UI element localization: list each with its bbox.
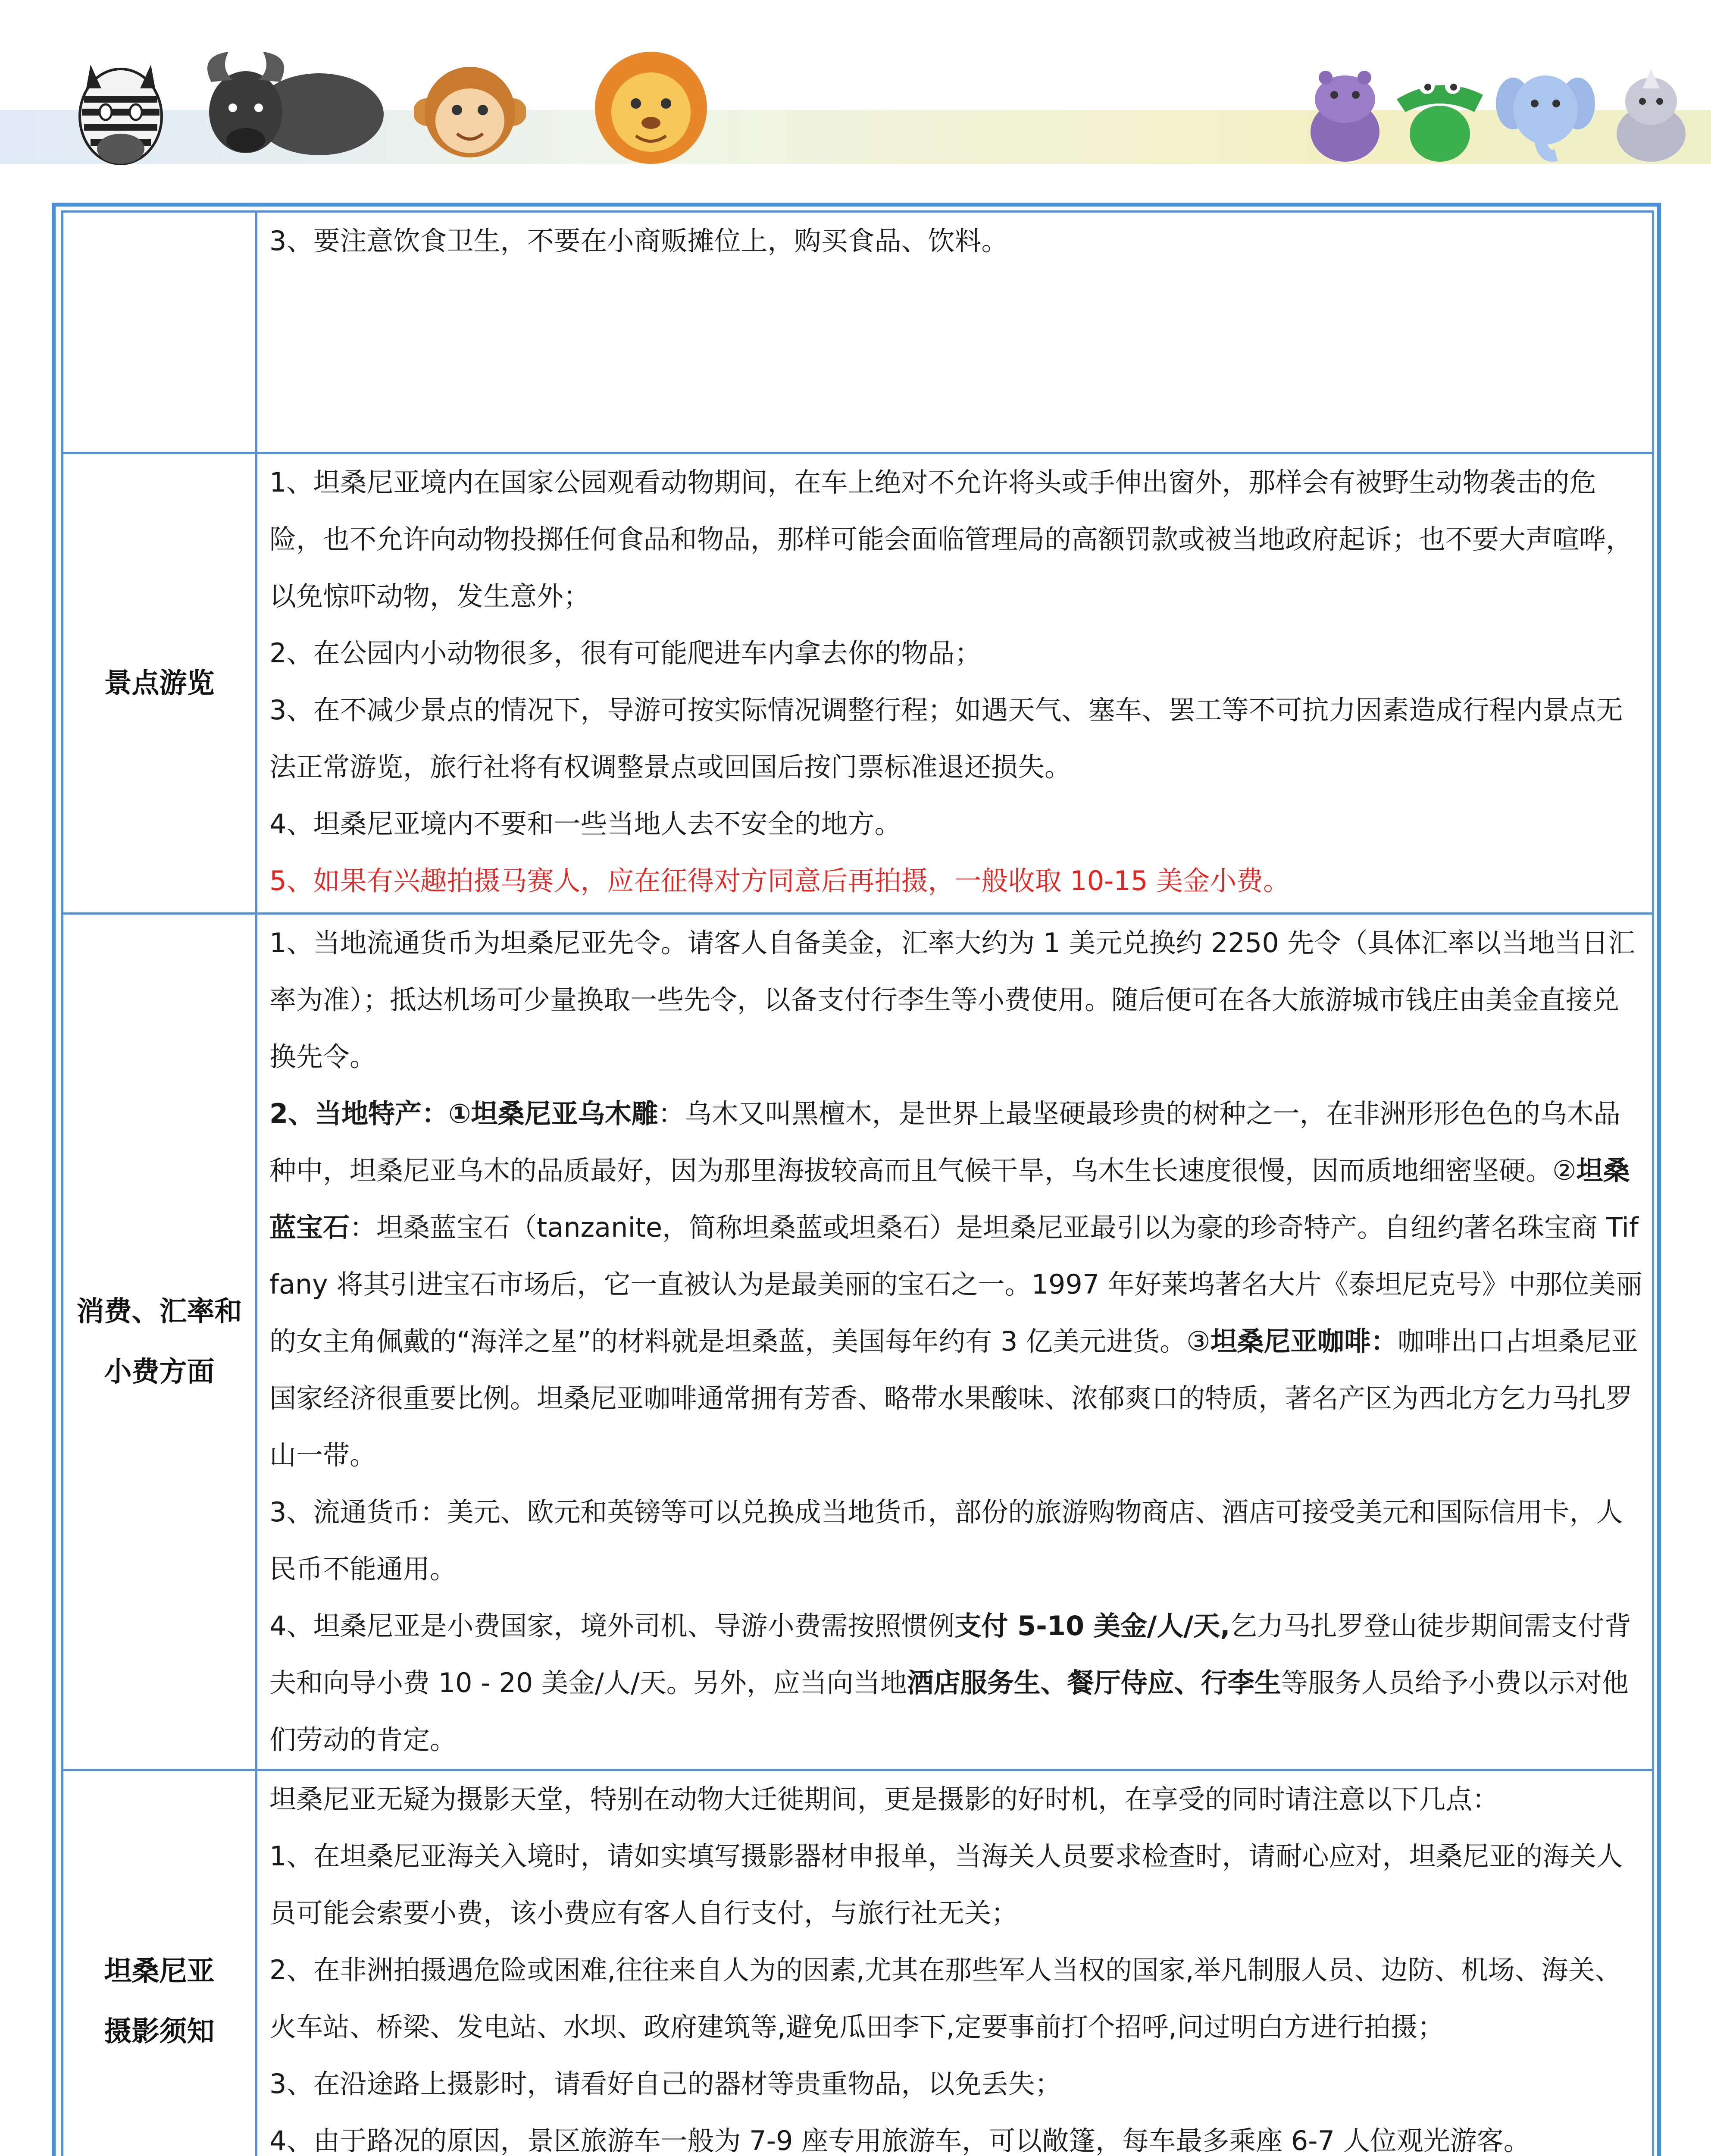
list-item xyxy=(269,852,1642,909)
rhino-icon xyxy=(1608,65,1694,164)
buffalo-icon xyxy=(190,39,388,168)
table-row xyxy=(63,212,1653,453)
list-item xyxy=(269,682,1642,796)
list-item xyxy=(269,1085,1642,1484)
list-item xyxy=(269,1484,1642,1598)
text-run: 2、在非洲拍摄遇危险或困难,往往来自人为的因素,尤其在那些军人当权的国家,举凡制服人员、边防、机场、海关、火车站、桥梁、发电站、水坝、政府建筑等,避免瓜田李下,定要事前打个招呼,问过明白方进行拍摄； xyxy=(269,1954,1622,2043)
monkey-icon xyxy=(414,60,526,164)
hippo-icon xyxy=(1302,60,1388,164)
row-label: 景点游览 xyxy=(63,453,256,914)
table-row xyxy=(63,914,1653,1770)
text-run: 2、在公园内小动物很多，很有可能爬进车内拿去你的物品； xyxy=(269,637,982,669)
list-item xyxy=(269,1771,1642,1828)
text-run: 3、在不减少景点的情况下，导游可按实际情况调整行程；如遇天气、塞车、罢工等不可抗力因素造成行程内景点无法正常游览，旅行社将有权调整景点或回国后按门票标准退还损失。 xyxy=(269,694,1623,783)
zebra-icon xyxy=(65,47,177,168)
list-item xyxy=(269,213,1642,270)
text-run: 4、坦桑尼亚境内不要和一些当地人去不安全的地方。 xyxy=(269,808,901,840)
text-run: 3、在沿途路上摄影时，请看好自己的器材等贵重物品，以免丢失； xyxy=(269,2068,1062,2100)
text-run: ：乌木又叫黑檀木，是世界上最坚硬最珍贵的树种之一，在非洲形形色色的乌木品种中，坦桑尼亚乌木的品质最好，因为那里海拔较高而且气候干旱，乌木生长速度很慢，因而质地细密坚硬。② xyxy=(269,1098,1620,1186)
text-run: 坦桑尼亚无疑为摄影天堂，特别在动物大迁徙期间，更是摄影的好时机，在享受的同时请注意以下几点： xyxy=(269,1783,1499,1815)
list-item xyxy=(269,2112,1642,2156)
page-header xyxy=(0,0,1711,172)
row-label: 坦桑尼亚摄影须知 xyxy=(63,1770,256,2156)
text-run: 5、如果有兴趣拍摄马赛人，应在征得对方同意后再拍摄，一般收取 10-15 美金小费。 xyxy=(269,865,1290,896)
crocodile-icon xyxy=(1388,65,1492,164)
table-row xyxy=(63,1770,1653,2156)
text-run: 3、流通货币：美元、欧元和英镑等可以兑换成当地货币，部份的旅游购物商店、酒店可接受美元和国际信用卡，人民币不能通用。 xyxy=(269,1496,1623,1585)
list-item xyxy=(269,1828,1642,1942)
list-item xyxy=(269,454,1642,625)
text-run: 等服务人员给予小费以示对他们劳动的肯定。 xyxy=(269,1667,1629,1755)
text-run: 4、坦桑尼亚是小费国家，境外司机、导游小费需按照惯例 xyxy=(269,1610,955,1642)
list-item xyxy=(269,1942,1642,2056)
elephant-icon xyxy=(1496,60,1595,164)
bold-text: 2、当地特产：①坦桑尼亚乌木雕 xyxy=(269,1098,658,1129)
text-run: 咖啡出口占坦桑尼亚国家经济很重要比例。坦桑尼亚咖啡通常拥有芳香、略带水果酸味、浓郁爽口的特质，著名产区为西北方乞力马扎罗山一带。 xyxy=(269,1326,1638,1471)
list-item xyxy=(269,625,1642,682)
row-content xyxy=(256,1770,1653,2156)
row-label xyxy=(63,212,256,453)
bold-text: 酒店服务生、餐厅侍应、行李生 xyxy=(907,1667,1281,1698)
list-item xyxy=(269,915,1642,1085)
text-run: ：坦桑蓝宝石（tanzanite，简称坦桑蓝或坦桑石）是坦桑尼亚最引以为豪的珍奇特产。自纽约著名珠宝商 Tiffany 将其引进宝石市场后，它一直被认为是最美丽的宝石之一。1997 年好莱坞著名大片《泰坦尼克号》中那位美丽的女主角佩戴的“海洋之星”的材料就是坦桑蓝，美国每年约有 3 亿美元进货。③ xyxy=(269,1212,1643,1357)
text-run: 4、由于路况的原因，景区旅游车一般为 7-9 座专用旅游车，可以敞篷，每车最多乘座 6-7 人位观光游客。 xyxy=(269,2125,1530,2156)
text-run: 1、坦桑尼亚境内在国家公园观看动物期间，在车上绝对不允许将头或手伸出窗外，那样会有被野生动物袭击的危险，也不允许向动物投掷任何食品和物品，那样可能会面临管理局的高额罚款或被当地政府起诉；也不要大声喧哗，以免惊吓动物，发生意外； xyxy=(269,467,1633,612)
travel-notice-table xyxy=(61,210,1654,2156)
list-item xyxy=(269,796,1642,852)
list-item xyxy=(269,1598,1642,1768)
text-run: 3、要注意饮食卫生，不要在小商贩摊位上，购买食品、饮料。 xyxy=(269,225,1008,257)
bold-text: 支付 5-10 美金/人/天, xyxy=(954,1610,1230,1642)
row-label: 消费、汇率和小费方面 xyxy=(63,914,256,1770)
text-run: 乞力马扎罗登山徒步期间需支付背夫和向导小费 10 - 20 美金/人/天。另外，应当向当地 xyxy=(269,1610,1631,1698)
text-run: 1、当地流通货币为坦桑尼亚先令。请客人自备美金，汇率大约为 1 美元兑换约 2250 先令（具体汇率以当地当日汇率为准）；抵达机场可少量换取一些先令，以备支付行李生等小费使用。随后便可在各大旅游城市钱庄由美金直接兑换先令。 xyxy=(269,927,1635,1072)
row-content xyxy=(256,212,1653,453)
row-content xyxy=(256,914,1653,1770)
bold-text: 坦桑蓝宝石 xyxy=(269,1155,1630,1243)
list-item xyxy=(269,2056,1642,2112)
bold-text: 坦桑尼亚咖啡： xyxy=(1210,1326,1398,1357)
row-content xyxy=(256,453,1653,914)
table-row xyxy=(63,453,1653,914)
lion-icon xyxy=(586,47,716,168)
text-run: 1、在坦桑尼亚海关入境时，请如实填写摄影器材申报单，当海关人员要求检查时，请耐心应对，坦桑尼亚的海关人员可能会索要小费，该小费应有客人自行支付，与旅行社无关； xyxy=(269,1840,1623,1929)
